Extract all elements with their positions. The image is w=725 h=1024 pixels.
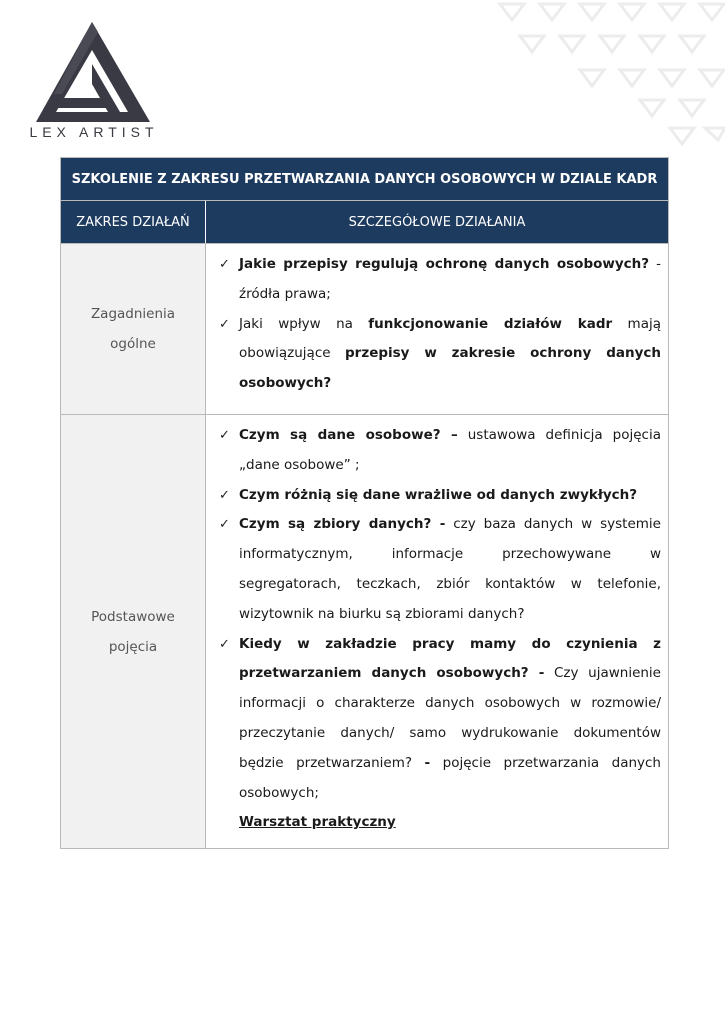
table-row bbox=[61, 244, 669, 415]
row-label-line: Podstawowe bbox=[91, 608, 175, 625]
column-header-scope: ZAKRES DZIAŁAŃ bbox=[61, 201, 206, 244]
training-table bbox=[60, 157, 669, 849]
list-item: ✓ Czym różnią się dane wrażliwe od danych zwykłych? bbox=[218, 481, 661, 511]
row-details bbox=[206, 244, 669, 415]
table-row bbox=[61, 415, 669, 849]
row-label-line: Zagadnienia bbox=[90, 306, 176, 322]
triangle-logo-icon bbox=[34, 20, 154, 124]
row-label bbox=[61, 244, 206, 415]
triangle-pattern-decoration bbox=[490, 0, 725, 160]
brand-name: LEX ARTIST bbox=[29, 124, 159, 140]
row-label-line: ogólne bbox=[110, 336, 156, 352]
list-item: ✓ Kiedy w zakładzie pracy mamy do czynienia z przetwarzaniem danych osobowych? - Czy ujawnienie informacji o charakterze danych osobowych w rozmowie/ przeczytanie danych/ samo wydrukowanie dokumentów będzie przetwarzaniem? - pojęcie przetwarzania danych osobowych; bbox=[218, 630, 661, 809]
list-item: ✓ Czym są zbiory danych? - czy baza danych w systemie informatycznym, informacje przechowywane w segregatorach, teczkach, zbiór kontaktów w telefonie, wizytownik na biurku są zbiorami danych? bbox=[218, 510, 661, 629]
list-item: ✓ Jakie przepisy regulują ochronę danych osobowych? - źródła prawa; bbox=[218, 250, 661, 310]
lex-artist-logo bbox=[28, 20, 160, 146]
table-title: SZKOLENIE Z ZAKRESU PRZETWARZANIA DANYCH OSOBOWYCH W DZIALE KADR bbox=[61, 158, 669, 201]
column-header-details: SZCZEGÓŁOWE DZIAŁANIA bbox=[206, 201, 669, 244]
list-item: ✓ Jaki wpływ na funkcjonowanie działów kadr mają obowiązujące przepisy w zakresie ochrony danych osobowych? bbox=[218, 310, 661, 399]
row-label-line: pojęcia bbox=[108, 638, 158, 655]
row-label bbox=[61, 415, 206, 849]
list-item: ✓ Czym są dane osobowe? – ustawowa definicja pojęcia „dane osobowe” ; bbox=[218, 421, 661, 481]
row-details bbox=[206, 415, 669, 849]
workshop-label: Warsztat praktyczny bbox=[239, 814, 396, 831]
